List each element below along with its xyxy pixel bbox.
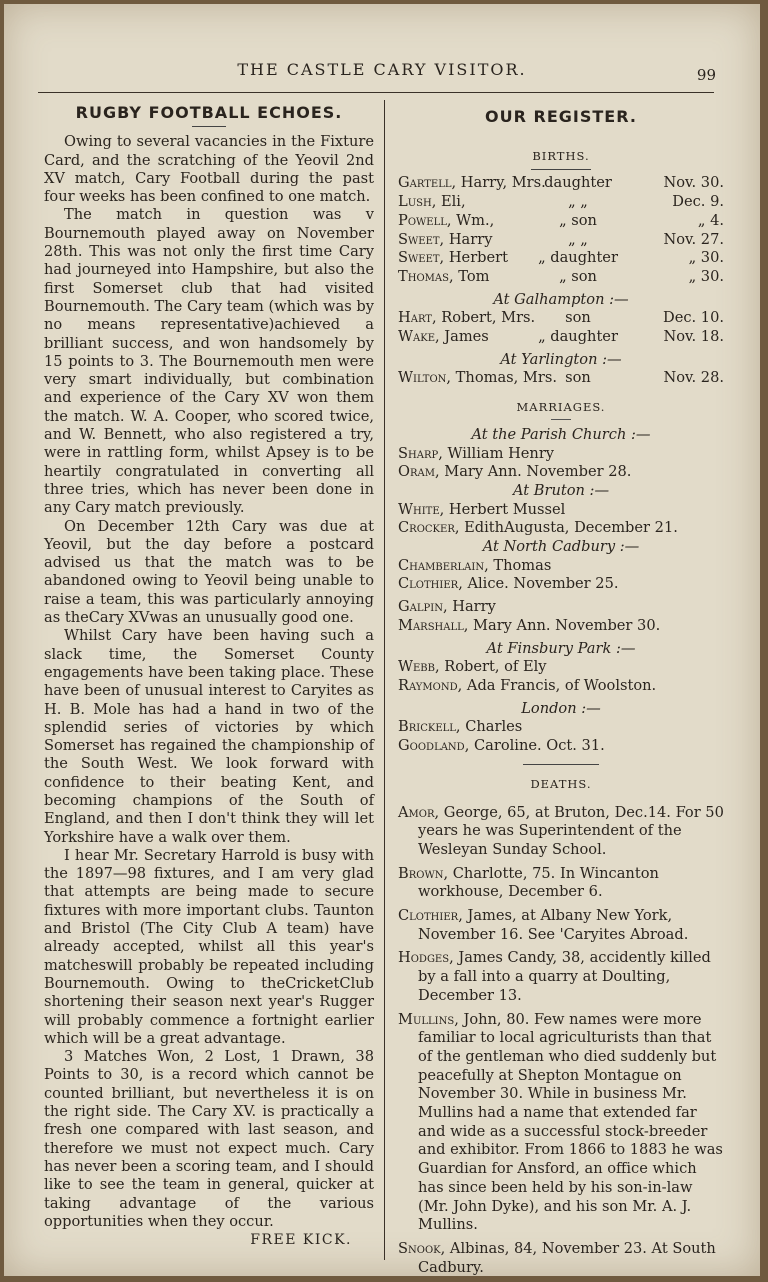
rugby-column xyxy=(44,104,374,1249)
rugby-paragraph: On December 12th Cary was due at Yeovil, but the day before a postcard advised us that the match was to be abandoned owing to Yeovil being unable to raise a team, this was particularly annoying as theCary XVwas an unusually good one. xyxy=(44,517,374,627)
birth-entry: Powell, Wm., „ son „ 4. xyxy=(398,211,724,229)
page xyxy=(4,4,760,1276)
marriage-entry: Raymond, Ada Francis, of Woolston. xyxy=(398,676,657,694)
place-heading: At Galhampton :— xyxy=(493,290,629,308)
place-heading: London :— xyxy=(521,699,601,717)
marriages-title: MARRIAGES. xyxy=(516,400,606,415)
rugby-paragraph: Whilst Cary have been having such a slack time, the Somerset County engagements have been taking place. These have been of unusual interest to Caryites as H. B. Mole has had a hand in two of the splendid series of victories by which Somerset has regained the championship of the South West. We look forward with confidence to their beating Kent, and becoming champions of the South of England, and then I don't think they will let Yorkshire have a walk over them. xyxy=(44,627,374,846)
marriage-entry: Sharp, William Henry xyxy=(398,444,555,462)
marriage-entry: Chamberlain, Thomas xyxy=(398,556,552,574)
section-rule xyxy=(523,764,599,765)
marriage-entry: Marshall, Mary Ann. November 30. xyxy=(398,616,661,634)
marriage-entry: Brickell, Charles xyxy=(398,718,523,736)
place-heading: At Finsbury Park :— xyxy=(486,639,636,657)
section-rule xyxy=(531,169,591,170)
rugby-paragraph: Owing to several vacancies in the Fixture Card, and the scratching of the Yeovil 2nd XV match, Cary Football during the past four weeks has been confined to one match. xyxy=(44,133,374,206)
birth-entry: Thomas, Tom „ son „ 30. xyxy=(398,267,724,285)
marriage-entry: Crocker, EdithAugusta, December 21. xyxy=(398,519,678,537)
register-heading: OUR REGISTER. xyxy=(485,107,637,126)
death-entry: Mullins, John, 80. Few names were more familiar to local agriculturists than that of the gentleman who died suddenly but peacefully at Shepton Montague on November 30. While in business Mr. Mullins had a name that extended far and wide as a successful stock-breeder and exhibitor. From 1866 to 1883 he was Guardian for Ansford, an office which has since been held by his son-in-law (Mr. John Dyke), and his son Mr. A. J. Mullins. xyxy=(398,1010,723,1234)
marriage-entry: Goodland, Caroline. Oct. 31. xyxy=(398,737,605,755)
birth-entry: Gartell, Harry, Mrs. daughter Nov. 30. xyxy=(398,174,724,192)
marriage-entry: White, Herbert Mussel xyxy=(398,500,566,518)
rugby-heading: RUGBY FOOTBALL ECHOES. xyxy=(75,103,343,122)
birth-entry: Wake, James „ daughter Nov. 18. xyxy=(398,328,724,346)
birth-entry: Hart, Robert, Mrs. son Dec. 10. xyxy=(398,309,724,327)
signature: FREE KICK. xyxy=(250,1232,352,1249)
births-title: BIRTHS. xyxy=(532,148,590,163)
column-rule xyxy=(384,100,385,1260)
register-column xyxy=(398,108,724,1282)
birth-entry: Sweet, Herbert „ daughter „ 30. xyxy=(398,249,724,267)
death-entry: Clothier, James, at Albany New York, November 16. See 'Caryites Abroad. xyxy=(398,907,689,943)
marriage-entry: Oram, Mary Ann. November 28. xyxy=(398,463,632,481)
place-heading: At Yarlington :— xyxy=(500,350,622,368)
births-list xyxy=(398,174,724,286)
death-entry: Hodges, James Candy, 38, accidently killed by a fall into a quarry at Doulting, December 13. xyxy=(398,949,711,1004)
page-number: 99 xyxy=(696,66,716,84)
deaths-title: DEATHS. xyxy=(530,776,592,791)
heading-dash xyxy=(192,126,226,127)
birth-entry: Wilton, Thomas, Mrs. son Nov. 28. xyxy=(398,369,724,387)
death-entry: Amor, George, 65, at Bruton, Dec.14. For 50 years he was Superintendent of the Wesleyan Sunday School. xyxy=(398,803,724,858)
place-heading: At North Cadbury :— xyxy=(482,538,640,556)
rugby-paragraph: 3 Matches Won, 2 Lost, 1 Drawn, 38 Points to 30, is a record which cannot be counted brilliant, but nevertheless it is on the right side. The Cary XV. is practically a fresh one compared with last season, and therefore we must not expect much. Cary has never been a scoring team, and I should like to see the team in general, quicker at taking advantage of the various opportunities when they occur. xyxy=(44,1048,374,1230)
death-entry: Snook, Albinas, 84, November 23. At South Cadbury. xyxy=(398,1239,716,1276)
marriage-entry: Webb, Robert, of Ely xyxy=(398,658,547,676)
rugby-paragraph: I hear Mr. Secretary Harrold is busy with the 1897—98 fixtures, and I am very glad that attempts are being made to secure fixtures with more important clubs. Taunton and Bristol (The City Club A team) have already accepted, whilst all this year's matcheswill probably be repeated including Bournemouth. Owing to theCricketClub shortening their season next year's Rugger will probably commence a fortnight earlier which will be a great advantage. xyxy=(44,846,374,1047)
place-heading: At the Parish Church :— xyxy=(471,425,651,443)
marriage-entry: Galpin, Harry xyxy=(398,598,496,616)
header-rule xyxy=(38,92,714,93)
death-entry: Brown, Charlotte, 75. In Wincanton workhouse, December 6. xyxy=(398,864,659,901)
birth-entry: Lush, Eli, „ „ Dec. 9. xyxy=(398,193,724,211)
place-heading: At Bruton :— xyxy=(512,481,610,499)
birth-entry: Sweet, Harry „ „ Nov. 27. xyxy=(398,230,724,248)
marriage-entry: Clothier, Alice. November 25. xyxy=(398,575,619,593)
rugby-paragraph: The match in question was v Bournemouth played away on November 28th. This was not only the first time Cary had journeyed into Hampshire, but also the first Somerset club that had visited Bournemouth. The Cary team (which was by no means representative)achieved a brilliant success, and won handsomely by 15 points to 3. The Bournemouth men were very smart individually, but combination and experience of the Cary XV won them the match. W. A. Cooper, who scored twice, and W. Bennett, who also registered a try, were in rattling form, whilst Apsey is to be heartily congratulated in converting all three tries, which has never been done in any Cary match previously. xyxy=(44,206,374,517)
section-dash xyxy=(551,419,571,420)
running-head: THE CASTLE CARY VISITOR. xyxy=(237,60,527,79)
